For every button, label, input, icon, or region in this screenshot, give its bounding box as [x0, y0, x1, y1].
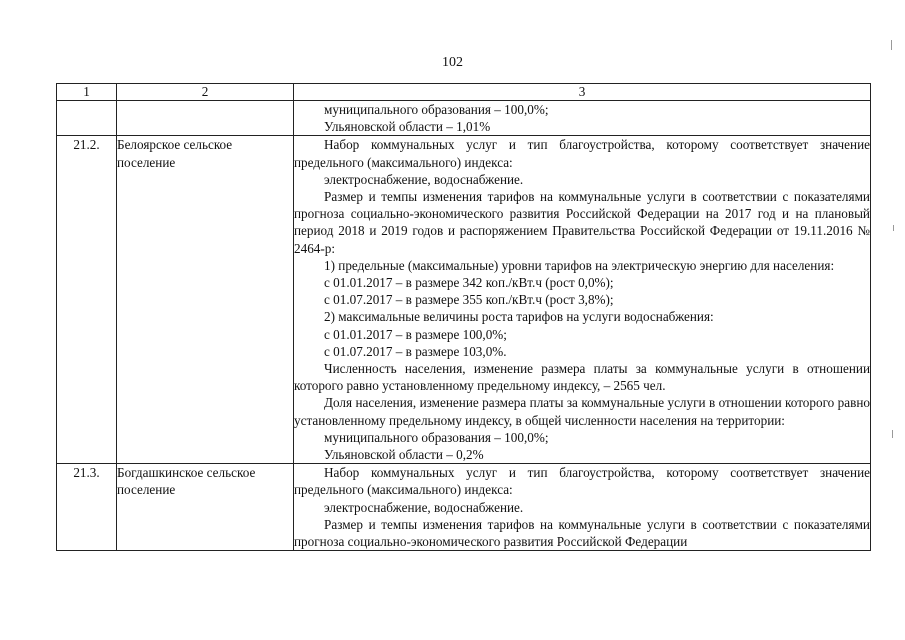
- settlement-name: Богдашкинское сельское поселение: [117, 464, 294, 551]
- description-line: Ульяновской области – 0,2%: [324, 447, 484, 463]
- continuation-row: [57, 101, 871, 136]
- scan-mark: [891, 40, 892, 50]
- description-line: с 01.01.2017 – в размере 100,0%;: [324, 326, 507, 342]
- header-row: [57, 84, 871, 101]
- column-header-3: 3: [294, 84, 871, 101]
- row-number: 21.3.: [57, 464, 117, 551]
- scan-mark: [892, 430, 893, 438]
- continuation-num-cell: [57, 101, 117, 136]
- row-description: [294, 136, 871, 464]
- scan-mark: [893, 225, 894, 231]
- description-paragraph: 1) предельные (максимальные) уровни тарифов на электрическую энергию для населения:: [324, 257, 835, 273]
- row-description: [294, 464, 871, 551]
- settlement-name: Белоярское сельское поселение: [117, 136, 294, 464]
- description-paragraph: Размер и темпы изменения тарифов на коммунальные услуги в соответствии с показателями прогноза социально-экономического развития Российской Федерации: [294, 516, 870, 550]
- table-row: [57, 464, 871, 551]
- page-number: 102: [442, 55, 463, 70]
- description-line: 2) максимальные величины роста тарифов на услуги водоснабжения:: [324, 309, 714, 325]
- description-line: с 01.07.2017 – в размере 103,0%.: [324, 343, 507, 359]
- description-paragraph: Набор коммунальных услуг и тип благоустройства, которому соответствует значение предельного (максимального) индекса:: [294, 137, 870, 170]
- continuation-line: Ульяновской области – 1,01%: [324, 119, 491, 135]
- description-paragraph: Доля населения, изменение размера платы за коммунальные услуги в отношении которого равно установленному предельному индексу, в общей численности населения на территории:: [294, 395, 870, 428]
- continuation-desc-cell: [294, 101, 871, 136]
- row-number: 21.2.: [57, 136, 117, 464]
- description-paragraph: Размер и темпы изменения тарифов на коммунальные услуги в соответствии с показателями прогноза социально-экономического развития Российской Федерации на 2017 год и на плановый период 2018 и 2019 годов и распоряжением Правительства Российской Федерации от 19.11.2016 № 2464-р:: [294, 189, 870, 256]
- description-line: с 01.07.2017 – в размере 355 коп./кВт.ч (рост 3,8%);: [324, 292, 614, 308]
- column-header-2: 2: [117, 84, 294, 101]
- table-row: [57, 136, 871, 464]
- description-paragraph: Набор коммунальных услуг и тип благоустройства, которому соответствует значение предельного (максимального) индекса:: [294, 465, 870, 498]
- column-header-1: 1: [57, 84, 117, 101]
- description-line: электроснабжение, водоснабжение.: [324, 499, 524, 515]
- continuation-name-cell: [117, 101, 294, 136]
- description-line: муниципального образования – 100,0%;: [324, 429, 549, 445]
- description-line: электроснабжение, водоснабжение.: [324, 171, 524, 187]
- description-paragraph: Численность населения, изменение размера платы за коммунальные услуги в отношении которого равно установленному предельному индексу, – 2565 чел.: [294, 361, 870, 394]
- continuation-line: муниципального образования – 100,0%;: [324, 102, 549, 117]
- description-line: с 01.01.2017 – в размере 342 коп./кВт.ч (рост 0,0%);: [324, 275, 614, 291]
- tariff-table: [56, 83, 871, 551]
